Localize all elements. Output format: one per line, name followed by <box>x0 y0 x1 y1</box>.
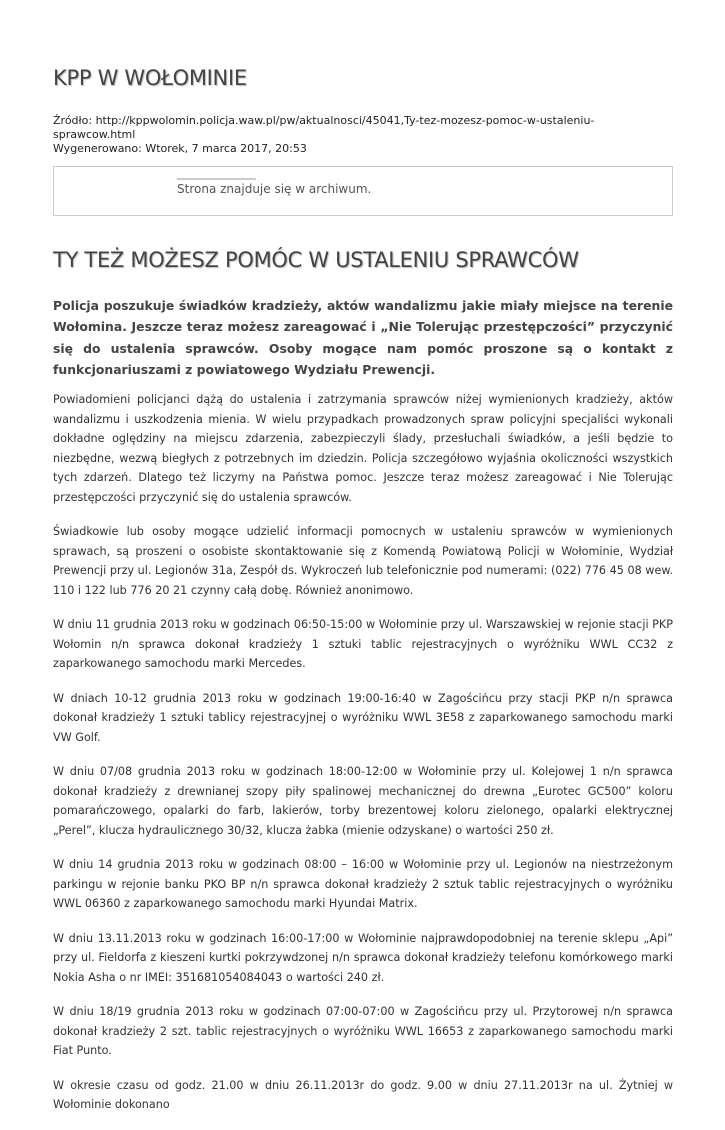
article-paragraph: W dniu 18/19 grudnia 2013 roku w godzinach 07:00-07:00 w Zagościńcu przy ul. Przytorowej n/n sprawca dokonał kradzieży 2 szt. tablic rejestracyjnych o wyróżniku WWL 16653 z zaparkowanego samochodu marki Fiat Punto. <box>53 1005 673 1057</box>
article-paragraph: Świadkowie lub osoby mogące udzielić informacji pomocnych w ustaleniu sprawców w wymienionych sprawach, są proszeni o osobiste skontaktowanie się z Komendą Powiatową Policji w Wołominie, Wydział Prewencji przy ul. Legionów 31a, Zespół ds. Wykroczeń lub telefonicznie pod numerami: (022) 776 45 08 wew. 110 i 122 lub 776 20 21 czynny całą dobę. Również anonimowo. <box>53 525 673 597</box>
archive-notice: Strona znajduje się w archiwum. <box>177 182 372 196</box>
generated-date: Wygenerowano: Wtorek, 7 marca 2017, 20:53 <box>53 142 307 155</box>
article-lead: Policja poszukuje świadków kradzieży, aktów wandalizmu jakie miały miejsce na terenie Wołomina. Jeszcze teraz możesz zareagować i „Nie Tolerując przestępczości” przyczynić się do ustalenia sprawców. Osoby mogące nam pomóc proszone są o kontakt z funkcjonariuszami z powiatowego Wydziału Prewencji. <box>53 298 673 377</box>
article-paragraph: W dniu 11 grudnia 2013 roku w godzinach 06:50-15:00 w Wołominie przy ul. Warszawskiej w rejonie stacji PKP Wołomin n/n sprawca dokonał kradzieży 1 sztuki tablic rejestracyjnych o wyróżniku WWL CC32 z zaparkowanego samochodu marki Mercedes. <box>53 618 673 670</box>
article-paragraph: W dniu 07/08 grudnia 2013 roku w godzinach 18:00-12:00 w Wołominie przy ul. Kolejowej 1 n/n sprawca dokonał kradzieży z drewnianej szopy piły spalinowej mechanicznej do drewna „Eurotec GC500” koloru pomarańczowego, opalarki do farb, lakierów, torby brezentowej koloru zielonego, opalarki elektrycznej „Perel”, klucza hydraulicznego 30/32, klucza żabka (mienie odzyskane) o wartości 250 zł. <box>53 765 673 837</box>
source-url: Źródło: http://kppwolomin.policja.waw.pl/pw/aktualnosci/45041,Ty-tez-mozesz-pomoc-w-ustaleniu-sprawcow.html <box>53 114 595 141</box>
document-meta <box>53 114 673 156</box>
archive-divider <box>177 178 256 180</box>
article-title: TY TEŻ MOŻESZ POMÓC W USTALENIU SPRAWCÓW <box>53 248 579 272</box>
site-title: KPP W WOŁOMINIE <box>53 66 247 90</box>
article-paragraph: Powiadomieni policjanci dążą do ustalenia i zatrzymania sprawców niżej wymienionych kradzieży, aktów wandalizmu i uszkodzenia mienia. W wielu przypadkach prowadzonych spraw policyjni specjaliści wykonali dokładne oględziny na miejscu zdarzenia, zabezpieczyli ślady, przesłuchali świadków, a jeśli będzie to niezbędne, wezwą biegłych z potrzebnych im dziedzin. Policja szczegółowo wyjaśnia okoliczności wszystkich tych zdarzeń. Dlatego też liczymy na Państwa pomoc. Jeszcze teraz możesz zareagować i Nie Tolerując przestępczości przyczynić się do ustalenia sprawców. <box>53 393 673 504</box>
article-body <box>53 390 673 1130</box>
article-paragraph: W okresie czasu od godz. 21.00 w dniu 26.11.2013r do godz. 9.00 w dniu 27.11.2013r na ul. Żytniej w Wołominie dokonano <box>53 1078 673 1111</box>
archive-notice-box <box>53 166 673 216</box>
article-paragraph: W dniu 13.11.2013 roku w godzinach 16:00-17:00 w Wołominie najprawdopodobniej na terenie sklepu „Api” przy ul. Fieldorfa z kieszeni kurtki pokrzywdzonej n/n sprawca dokonał kradzieży telefonu komórkowego marki Nokia Asha o nr IMEI: 351681054084043 o wartości 240 zł. <box>53 931 673 984</box>
article-paragraph: W dniu 14 grudnia 2013 roku w godzinach 08:00 – 16:00 w Wołominie przy ul. Legionów na niestrzeżonym parkingu w rejonie banku PKO BP n/n sprawca dokonał kradzieży 2 sztuk tablic rejestracyjnych o wyróżniku WWL 06360 z zaparkowanego samochodu marki Hyundai Matrix. <box>53 858 673 910</box>
article-paragraph: W dniach 10-12 grudnia 2013 roku w godzinach 19:00-16:40 w Zagościńcu przy stacji PKP n/n sprawca dokonał kradzieży 1 sztuki tablicy rejestracyjnej o wyróżniku WWL 3E58 z zaparkowanego samochodu marki VW Golf. <box>53 691 673 744</box>
